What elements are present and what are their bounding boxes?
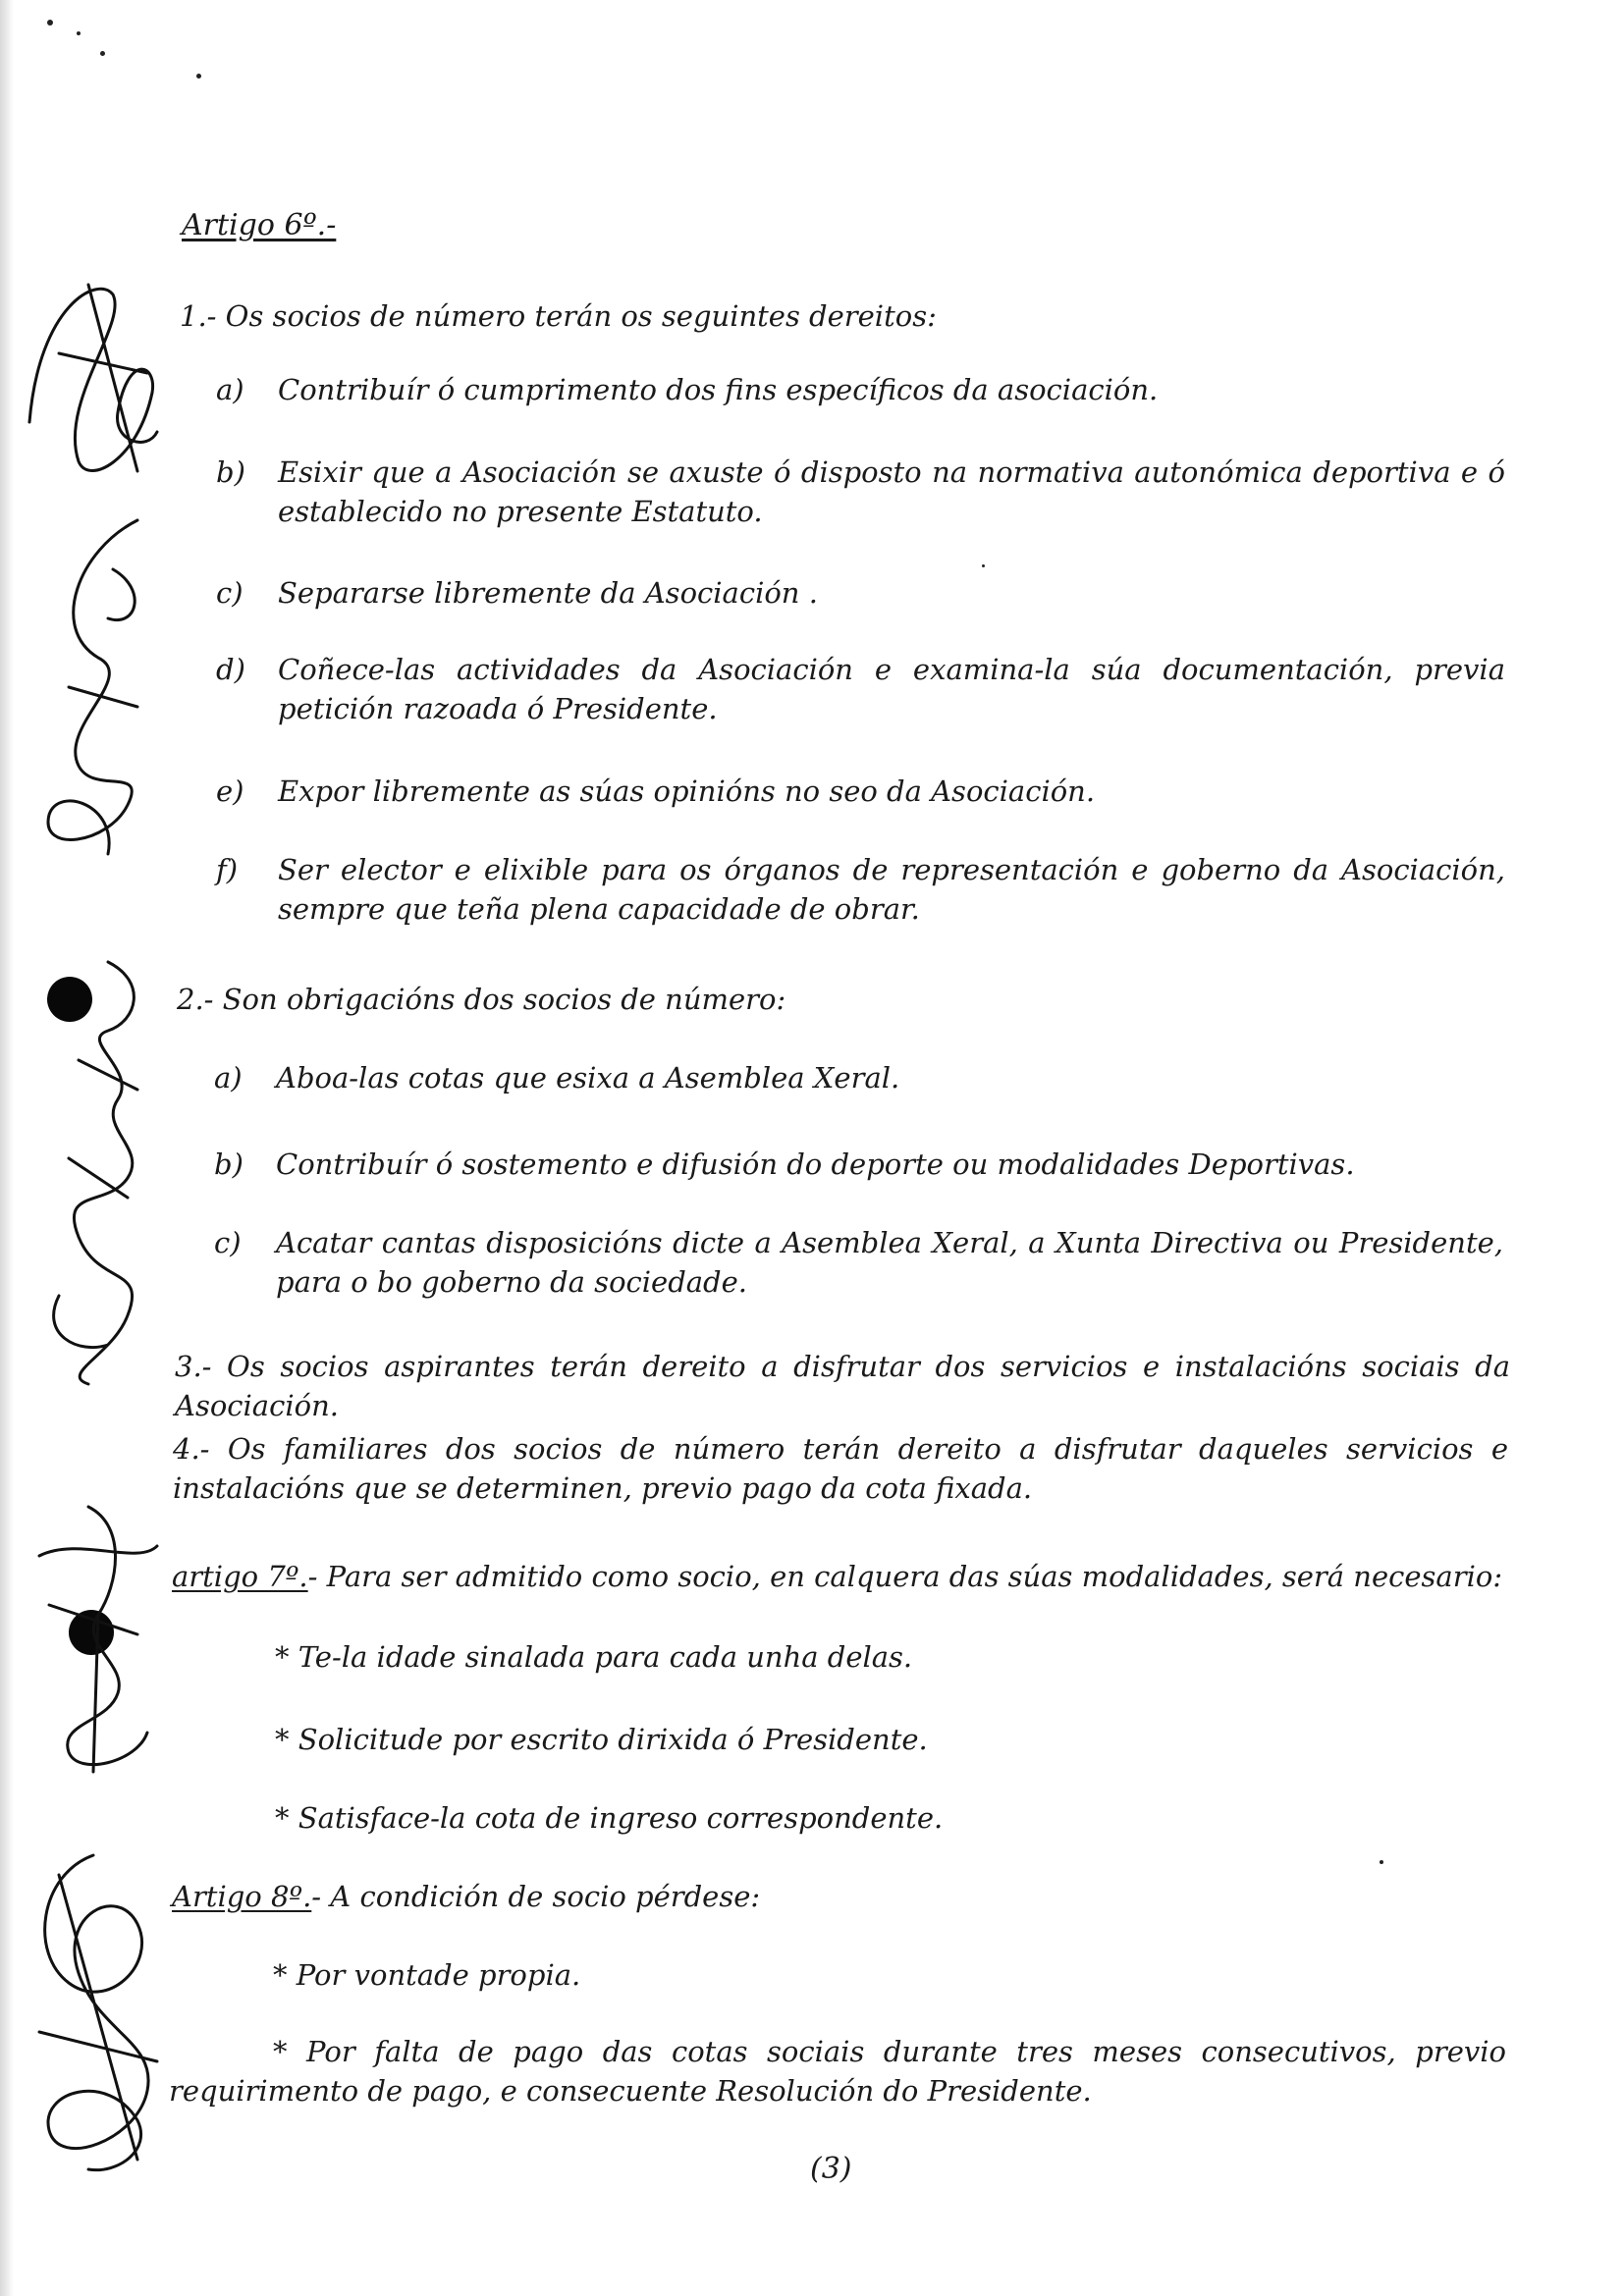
list-text: Ser elector e elixible para os órganos de representación e goberno da Asociación, sempre que teña plena capacidade de obrar. — [278, 853, 1505, 926]
article-7-heading: artigo 7º. — [172, 1560, 308, 1593]
article-7-bullet: * Satisface-la cota de ingreso correspondente. — [275, 1801, 944, 1835]
list-letter: a) — [214, 1061, 243, 1095]
list-letter: a) — [216, 373, 244, 406]
list-letter: d) — [216, 653, 245, 686]
article-6-section-2-intro: 2.- Son obrigacións dos socios de número: — [177, 983, 786, 1016]
list-text: Contribuír ó sostemento e difusión do deporte ou modalidades Deportivas. — [276, 1148, 1355, 1181]
signature-1 — [20, 265, 167, 491]
article-8-line — [172, 1877, 760, 1916]
article-7-bullet: * Te-la idade sinalada para cada unha delas. — [275, 1640, 913, 1674]
page-number: (3) — [810, 2152, 852, 2186]
article-7-bullet: * Solicitude por escrito dirixida ó Presidente. — [275, 1723, 928, 1756]
list-letter: e) — [216, 774, 244, 808]
article-8-heading: Artigo 8º. — [172, 1880, 312, 1913]
list-text: Aboa-las cotas que esixa a Asemblea Xeral. — [276, 1061, 900, 1095]
signature-2 — [20, 510, 167, 883]
scan-edge-shadow — [0, 0, 14, 2296]
article-7-intro: - Para ser admitido como socio, en calquera das súas modalidades, será necesario: — [307, 1560, 1503, 1593]
article-6-section-3: 3.- Os socios aspirantes terán dereito a disfrutar dos servicios e instalacións sociais da Asociación. — [175, 1350, 1510, 1422]
scan-speck — [100, 51, 105, 56]
list-text: Esixir que a Asociación se axuste ó disposto na normativa autonómica deportiva e ó establecido no presente Estatuto. — [278, 455, 1505, 528]
list-text: Expor libremente as súas opinións no seo da Asociación. — [278, 774, 1096, 808]
article-8-bullet: * Por falta de pago das cotas sociais durante tres meses consecutivos, previo requirimento de pago, e consecuente Resolución do Presidente. — [169, 2035, 1506, 2108]
article-8-intro: - A condición de socio pérdese: — [311, 1880, 761, 1913]
signature-5 — [20, 1836, 167, 2189]
list-text: Coñece-las actividades da Asociación e examina-la súa documentación, previa petición razoada ó Presidente. — [278, 653, 1505, 725]
list-text: Contribuír ó cumprimento dos fins específicos da asociación. — [278, 373, 1159, 406]
list-letter: c) — [216, 576, 244, 610]
list-text: Separarse libremente da Asociación . — [278, 576, 818, 610]
list-letter: c) — [214, 1226, 242, 1259]
article-7-line — [172, 1557, 1502, 1596]
scan-speck — [1380, 1860, 1383, 1864]
list-letter: f) — [216, 853, 239, 886]
list-text: Acatar cantas disposicións dicte a Asemblea Xeral, a Xunta Directiva ou Presidente, para o bo goberno da sociedade. — [276, 1226, 1503, 1299]
signature-4 — [20, 1497, 167, 1782]
scan-speck — [47, 20, 53, 26]
list-letter: b) — [214, 1148, 244, 1181]
scan-speck — [77, 31, 81, 35]
article-6-section-1-intro: 1.- Os socios de número terán os seguintes dereitos: — [180, 299, 937, 333]
article-6-section-4: 4.- Os familiares dos socios de número terán dereito a disfrutar daqueles servicios e instalacións que se determinen, previo pago da cota fixada. — [173, 1432, 1508, 1505]
scan-speck — [982, 564, 985, 567]
signature-3 — [20, 942, 167, 1394]
scan-speck — [196, 74, 201, 79]
article-8-bullet: * Por vontade propia. — [273, 1958, 581, 1992]
article-6-heading: Artigo 6º.- — [182, 208, 337, 242]
list-letter: b) — [216, 455, 245, 489]
